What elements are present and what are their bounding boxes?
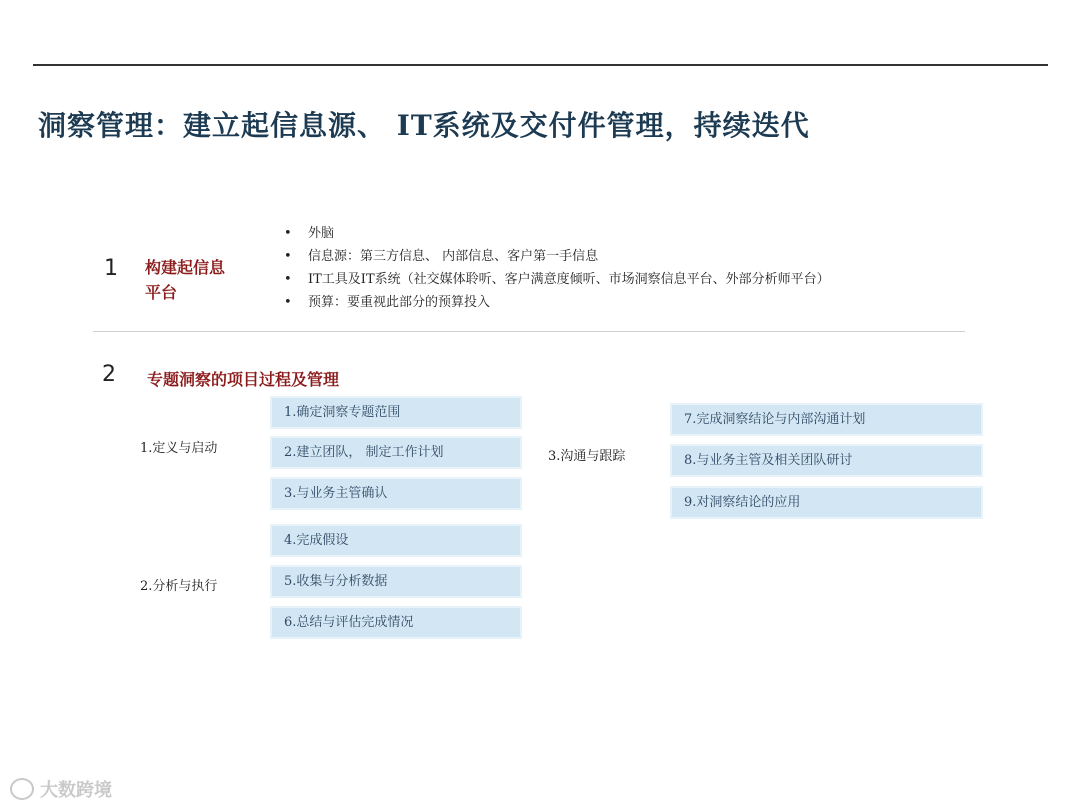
- bullet-item: • 信息源：第三方信息、 内部信息、客户第一手信息: [284, 245, 830, 268]
- bullet-item: • 外脑: [284, 222, 830, 245]
- section-2-number: 2: [102, 362, 116, 387]
- section-1-bullet-list: [284, 222, 830, 314]
- section-1-label: [145, 255, 225, 305]
- step-1-box: 1.确定洞察专题范围: [270, 396, 522, 429]
- step-3-box: 3.与业务主管确认: [270, 477, 522, 510]
- bullet-item: • IT工具及IT系统（社交媒体聆听、客户满意度倾听、市场洞察信息平台、外部分析师平台）: [284, 268, 830, 291]
- section-1-label-line2: 平台: [145, 283, 178, 302]
- watermark: [10, 776, 112, 802]
- step-7-box: 7.完成洞察结论与内部沟通计划: [670, 403, 983, 436]
- step-2-box: 2.建立团队， 制定工作计划: [270, 436, 522, 469]
- phase-communication-tracking: 3.沟通与跟踪: [548, 449, 626, 464]
- brand-logo-icon: [10, 778, 34, 800]
- watermark-text: 大数跨境: [40, 780, 112, 801]
- step-9-box: 9.对洞察结论的应用: [670, 486, 983, 519]
- section-1-number: 1: [104, 256, 118, 281]
- section-divider: [93, 331, 965, 332]
- section-2-label: 专题洞察的项目过程及管理: [147, 370, 340, 389]
- step-5-box: 5.收集与分析数据: [270, 565, 522, 598]
- phase-analysis-execution: 2.分析与执行: [140, 579, 218, 594]
- step-8-box: 8.与业务主管及相关团队研讨: [670, 444, 983, 477]
- page-title: 洞察管理：建立起信息源、 IT系统及交付件管理，持续迭代: [38, 109, 810, 142]
- phase-define-launch: 1.定义与启动: [140, 441, 218, 456]
- bullet-item: • 预算：要重视此部分的预算投入: [284, 291, 830, 314]
- step-4-box: 4.完成假设: [270, 524, 522, 557]
- section-1-label-line1: 构建起信息: [145, 258, 226, 277]
- top-rule: [33, 64, 1048, 66]
- step-6-box: 6.总结与评估完成情况: [270, 606, 522, 639]
